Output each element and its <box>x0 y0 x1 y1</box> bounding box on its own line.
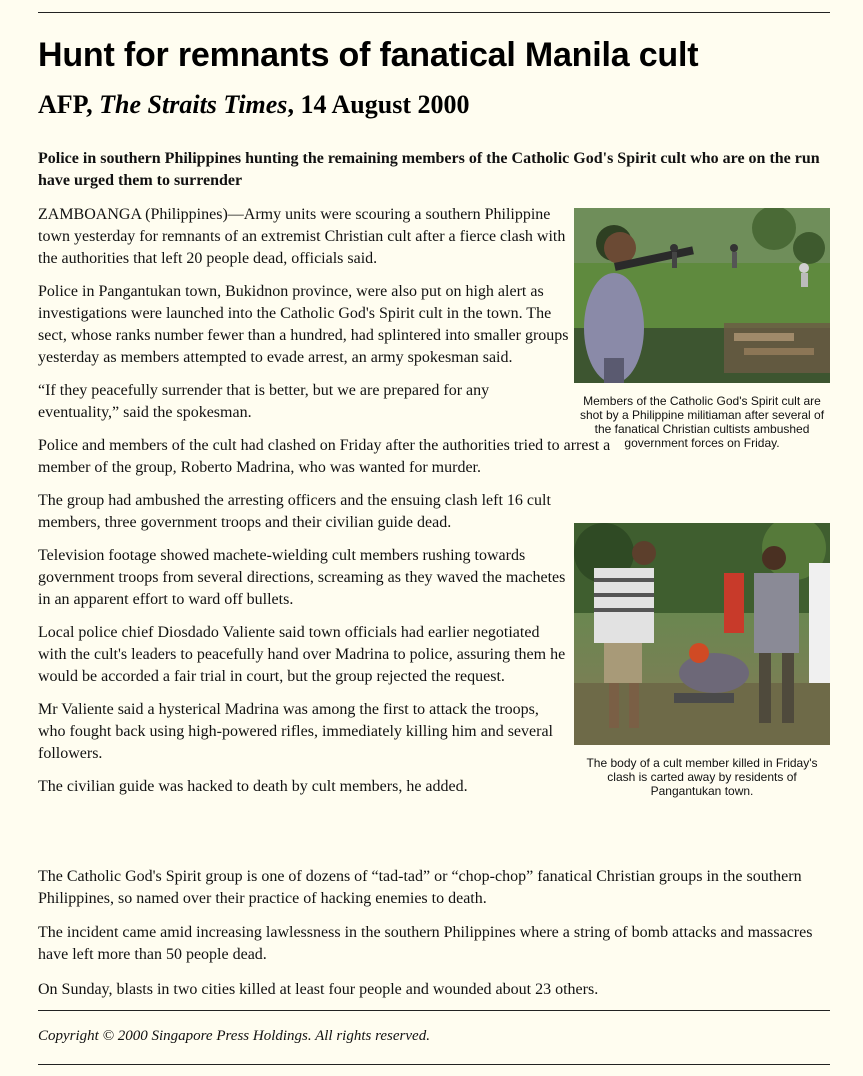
headline: Hunt for remnants of fanatical Manila cult <box>38 36 699 74</box>
photo-body-carried <box>574 523 830 745</box>
paragraph: The civilian guide was hacked to death by cult members, he added. <box>38 778 468 795</box>
paragraph: The group had ambushed the arresting officers and the ensuing clash left 16 cult members, three government troops and their civilian guide dead. <box>38 492 551 531</box>
byline-date: , 14 August 2000 <box>287 90 470 119</box>
paragraph: “If they peacefully surrender that is better, but we are prepared for any eventuality,” said the spokesman. <box>38 382 490 421</box>
article-wide-paragraph <box>38 979 830 1001</box>
photo-caption: The body of a cult member killed in Friday's clash is carted away by residents of Pangantukan town. <box>586 756 818 798</box>
paragraph: Television footage showed machete-wielding cult members rushing towards government troops from several directions, screaming as they waved the machetes in an apparent effort to ward off bullets. <box>38 547 566 608</box>
bottom-rule <box>38 1064 830 1065</box>
photo-body-carried-image <box>574 523 830 745</box>
paragraph: Mr Valiente said a hysterical Madrina was among the first to attack the troops, who fought back using high-powered rifles, immediately killing him and several followers. <box>38 701 553 762</box>
paragraph: Police in Pangantukan town, Bukidnon province, were also put on high alert as investigations were launched into the Catholic God's Spirit cult in the town. The sect, whose ranks number fewer than a hundred, had splintered into smaller groups yesterday as members attempted to evade arrest, an army spokesman said. <box>38 283 569 366</box>
paragraph: The Catholic God's Spirit group is one of dozens of “tad-tad” or “chop-chop” fanatical Christian groups in the southern Philippines, so named over their practice of hacking enemies to death. <box>38 868 802 907</box>
standfirst: Police in southern Philippines hunting the remaining members of the Catholic God's Spirit cult who are on the run have urged them to surrender <box>38 150 820 189</box>
photo-militiaman <box>574 208 830 383</box>
byline <box>38 90 469 120</box>
paragraph: The incident came amid increasing lawlessness in the southern Philippines where a string of bomb attacks and massacres have left more than 50 people dead. <box>38 924 813 963</box>
paragraph: Local police chief Diosdado Valiente said town officials had earlier negotiated with the cult's leaders to peacefully hand over Madrina to police, assuring them he would be accorded a fair trial in court, but the group rejected the request. <box>38 624 566 685</box>
photo-militiaman-image <box>574 208 830 383</box>
copyright-notice: Copyright © 2000 Singapore Press Holdings. All rights reserved. <box>38 1028 430 1044</box>
paragraph: ZAMBOANGA (Philippines)—Army units were scouring a southern Philippine town yesterday for remnants of an extremist Christian cult after a fierce clash with the authorities that left 20 people dead, officials said. <box>38 206 566 267</box>
footer-rule <box>38 1010 830 1011</box>
top-rule <box>38 12 830 13</box>
paragraph: On Sunday, blasts in two cities killed at least four people and wounded about 23 others. <box>38 981 599 998</box>
article-column <box>38 204 611 809</box>
article-wide-paragraph <box>38 922 830 966</box>
article-wide-paragraph <box>38 866 830 910</box>
paragraph: Police and members of the cult had clashed on Friday after the authorities tried to arrest a member of the group, Roberto Madrina, who was wanted for murder. <box>38 437 611 476</box>
byline-publication: The Straits Times <box>99 90 288 119</box>
photo-caption: Members of the Catholic God's Spirit cult are shot by a Philippine militiaman after several of the fanatical Christian cultists ambushed government forces on Friday. <box>579 394 825 450</box>
byline-agency: AFP, <box>38 90 100 119</box>
